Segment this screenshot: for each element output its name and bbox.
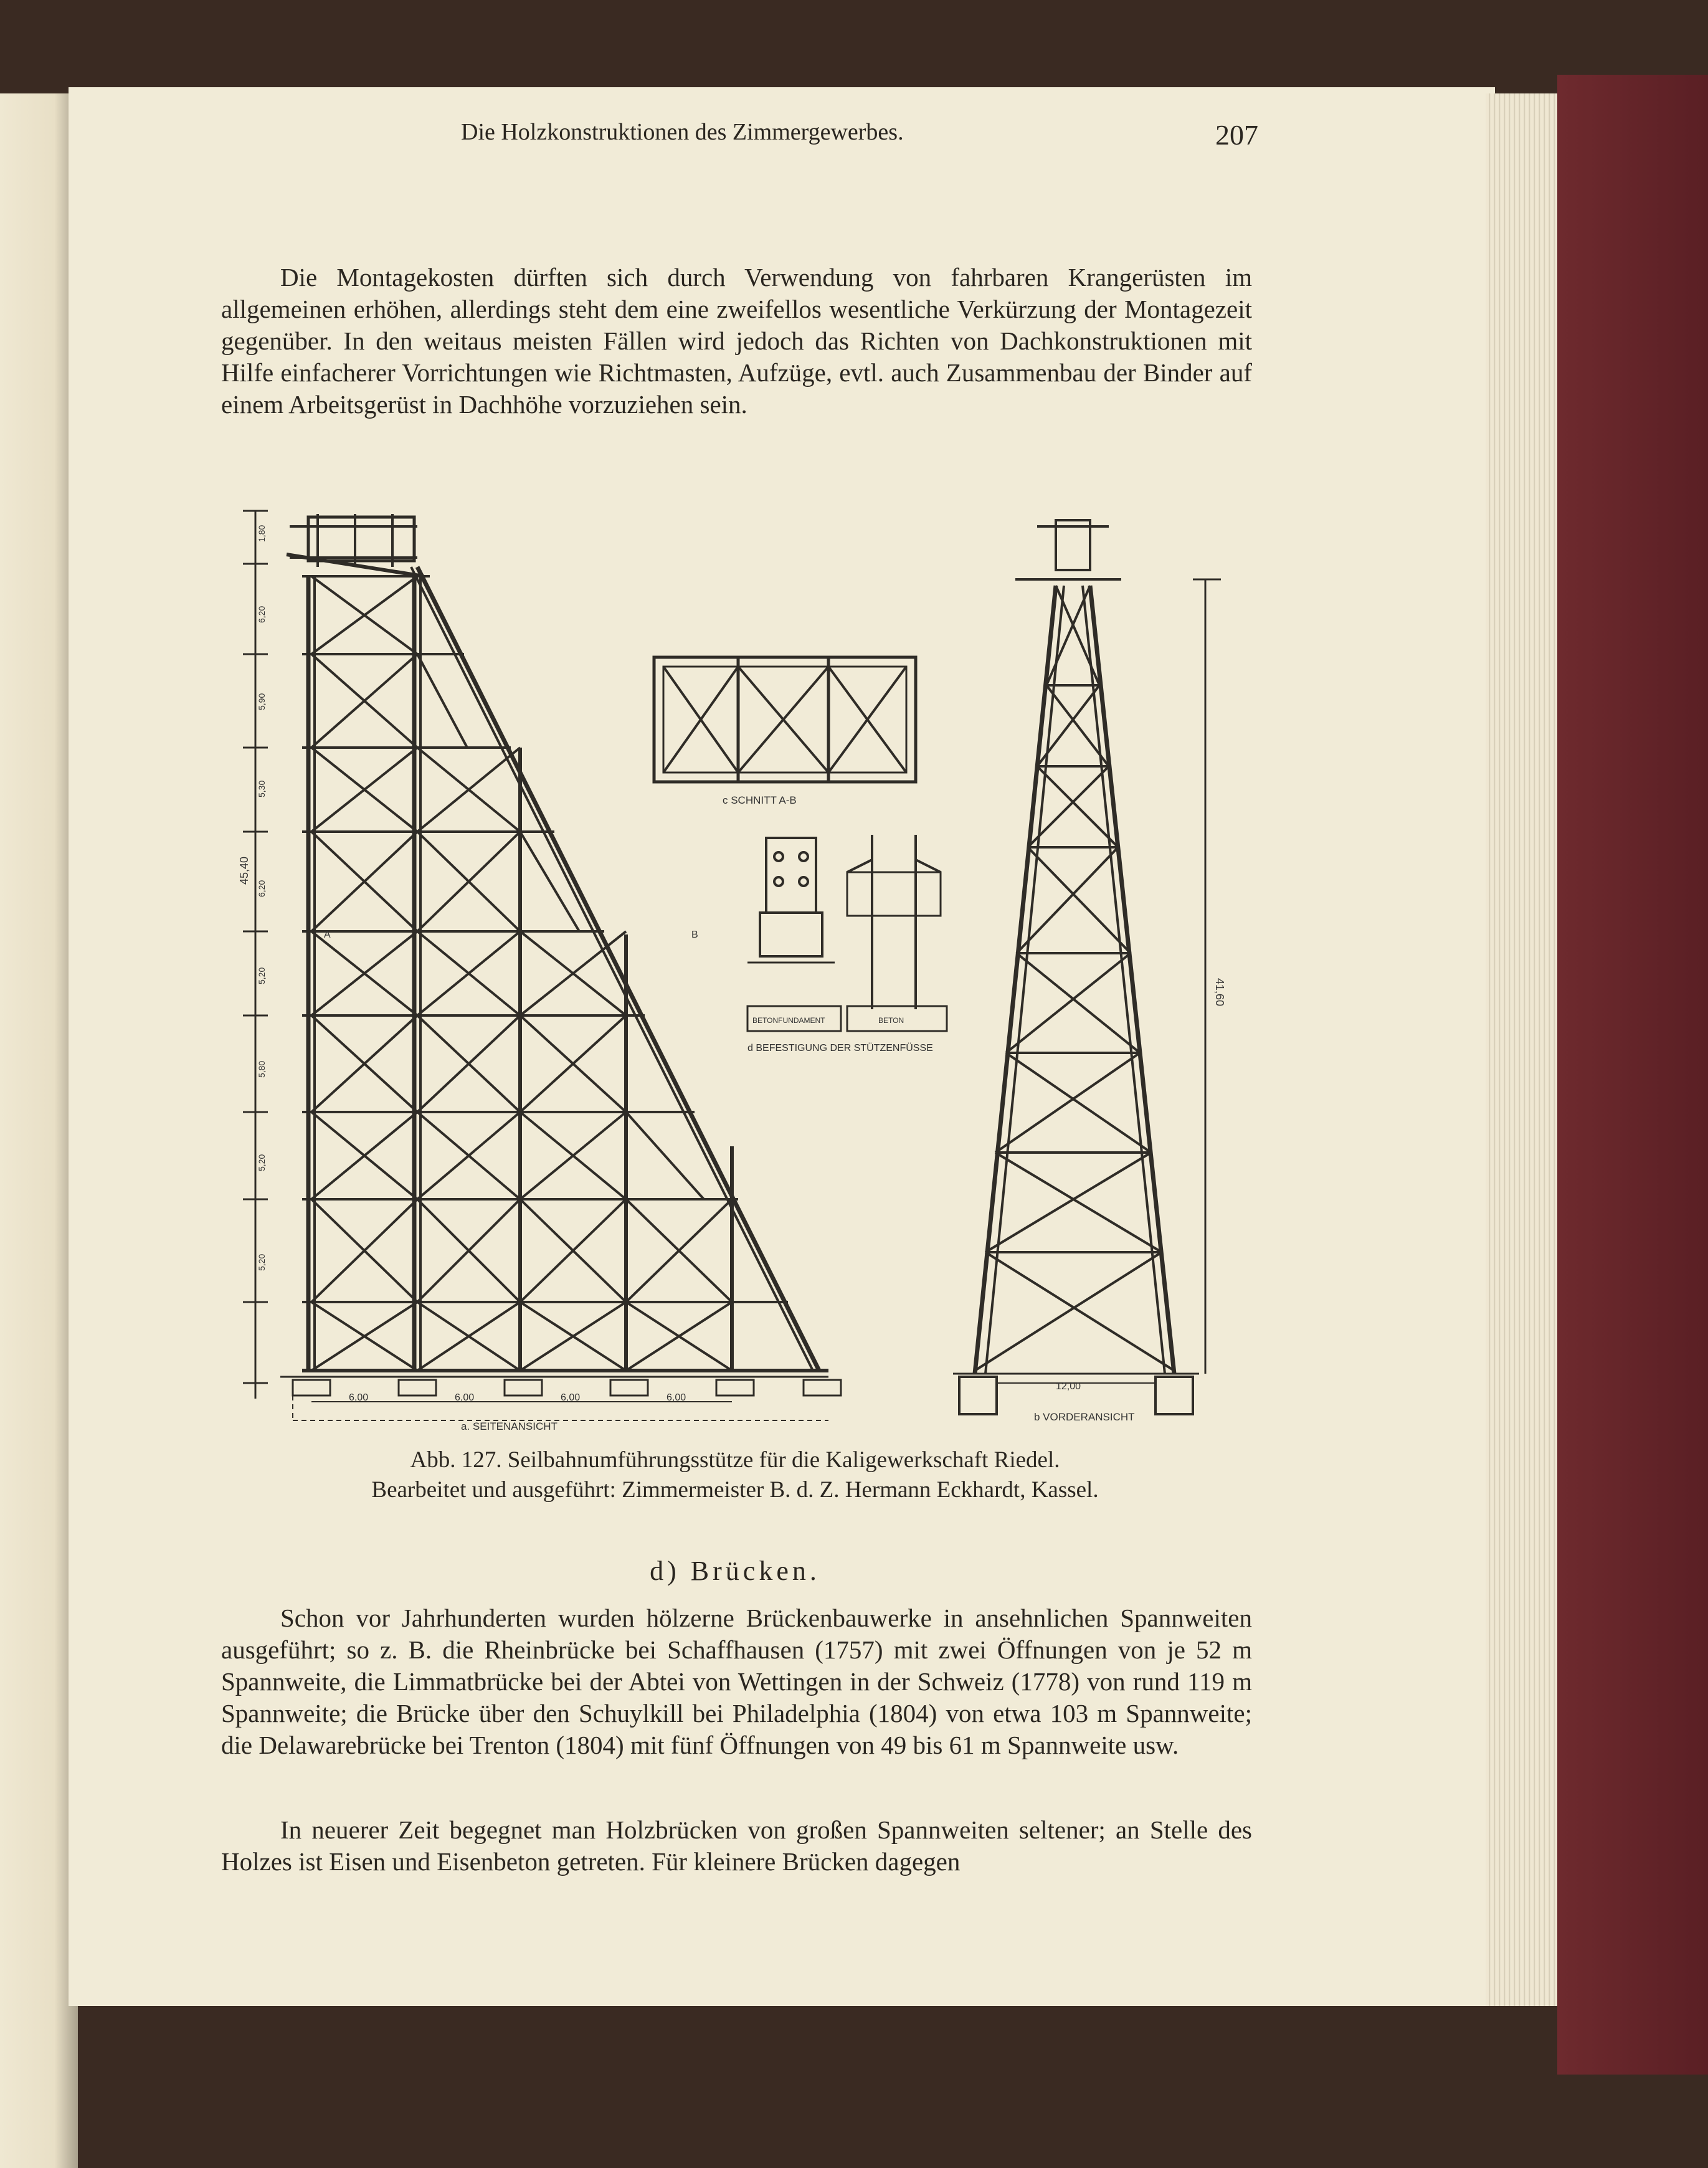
segment-height-6: 5,20 (257, 967, 267, 984)
paragraph-montagekosten: Die Montagekosten dürften sich durch Verwendung von fahrbaren Krangerüsten im allgemeinen erhöhen, allerdings steht dem eine zweifellos wesentliche Verkürzung der Montagezeit gegenüber. In den weitaus meisten Fällen wird jedoch das Richten von Dachkonstruktionen mit Hilfe einfacherer Vorrichtungen wie Richtmasten, Aufzüge, evtl. auch Zusammenbau der Binder auf einem Arbeitsgerüst in Dachhöhe vorzuziehen sein. (221, 263, 1252, 419)
total-height-label: 45,40 (238, 856, 250, 885)
tower-figure (230, 498, 1252, 1442)
front-elevation-drawing (953, 520, 1221, 1414)
span-label-2: 6,00 (455, 1392, 475, 1403)
label-betonfundament: BETONFUNDAMENT (752, 1016, 825, 1025)
left-page-edge (0, 93, 78, 2168)
paragraph-bruecken-history: Schon vor Jahrhunderten wurden hölzerne Brückenbauwerke in ansehnlichen Spannweiten ausgeführt; so z. B. die Rheinbrücke bei Schaffhausen (1757) mit zwei Öffnungen von je 52 m Spannweite, die Limmatbrücke bei der Abtei von Wettingen in der Schweiz (1778) von rund 119 m Spannweite; die Brücke über den Schuylkill bei Philadelphia (1804) von etwa 103 m Spannweite; die Delawarebrücke bei Trenton (1804) mit fünf Öffnungen von 49 bis 61 m Spannweite usw. (221, 1604, 1252, 1759)
figure-caption (224, 1445, 1246, 1505)
front-span-label: 12,00 (1056, 1381, 1081, 1392)
segment-height-5: 6,20 (257, 880, 267, 897)
label-side-view: a. SEITENANSICHT (461, 1420, 557, 1432)
segment-height-1: 1,80 (257, 525, 267, 542)
front-height-label: 41,60 (1213, 978, 1226, 1007)
label-beton: BETON (878, 1016, 904, 1025)
footing-detail-drawing (747, 835, 947, 1031)
caption-line-2: Bearbeitet und ausgeführt: Zimmermeister B. d. Z. Hermann Eckhardt, Kassel. (371, 1477, 1099, 1503)
page-edges (1486, 93, 1557, 2006)
caption-line-1: Abb. 127. Seilbahnumführungsstütze für die Kaligewerkschaft Riedel. (410, 1447, 1060, 1473)
paragraph-neuerer-zeit: In neuerer Zeit begegnet man Holzbrücken von großen Spannweiten seltener; an Stelle des Holzes ist Eisen und Eisenbeton getreten. Für kleinere Brücken dagegen (221, 1815, 1252, 1876)
section-heading: d) Brücken. (650, 1556, 820, 1586)
side-elevation-drawing (243, 511, 841, 1420)
segment-height-7: 5,80 (257, 1060, 267, 1078)
span-label-4: 6,00 (667, 1392, 686, 1403)
segment-height-2: 6,20 (257, 606, 267, 623)
label-section: c SCHNITT A-B (723, 794, 797, 806)
segment-height-4: 5,30 (257, 780, 267, 797)
span-label-3: 6,00 (561, 1392, 581, 1403)
label-front-view: b VORDERANSICHT (1034, 1411, 1135, 1423)
running-title: Die Holzkonstruktionen des Zimmergewerbes. (461, 119, 904, 145)
section-a-b-drawing (654, 657, 916, 782)
segment-height-8: 5,20 (257, 1154, 267, 1171)
segment-height-9: 5,20 (257, 1253, 267, 1271)
page-header (224, 118, 1258, 168)
label-footing-detail: d BEFESTIGUNG DER STÜTZENFÜSSE (747, 1043, 933, 1053)
page-number: 207 (1215, 119, 1258, 151)
marker-a: A (324, 929, 331, 940)
segment-height-3: 5,90 (257, 693, 267, 710)
book-cover (1557, 75, 1708, 2075)
span-label-1: 6,00 (349, 1392, 369, 1403)
marker-b: B (691, 929, 698, 940)
